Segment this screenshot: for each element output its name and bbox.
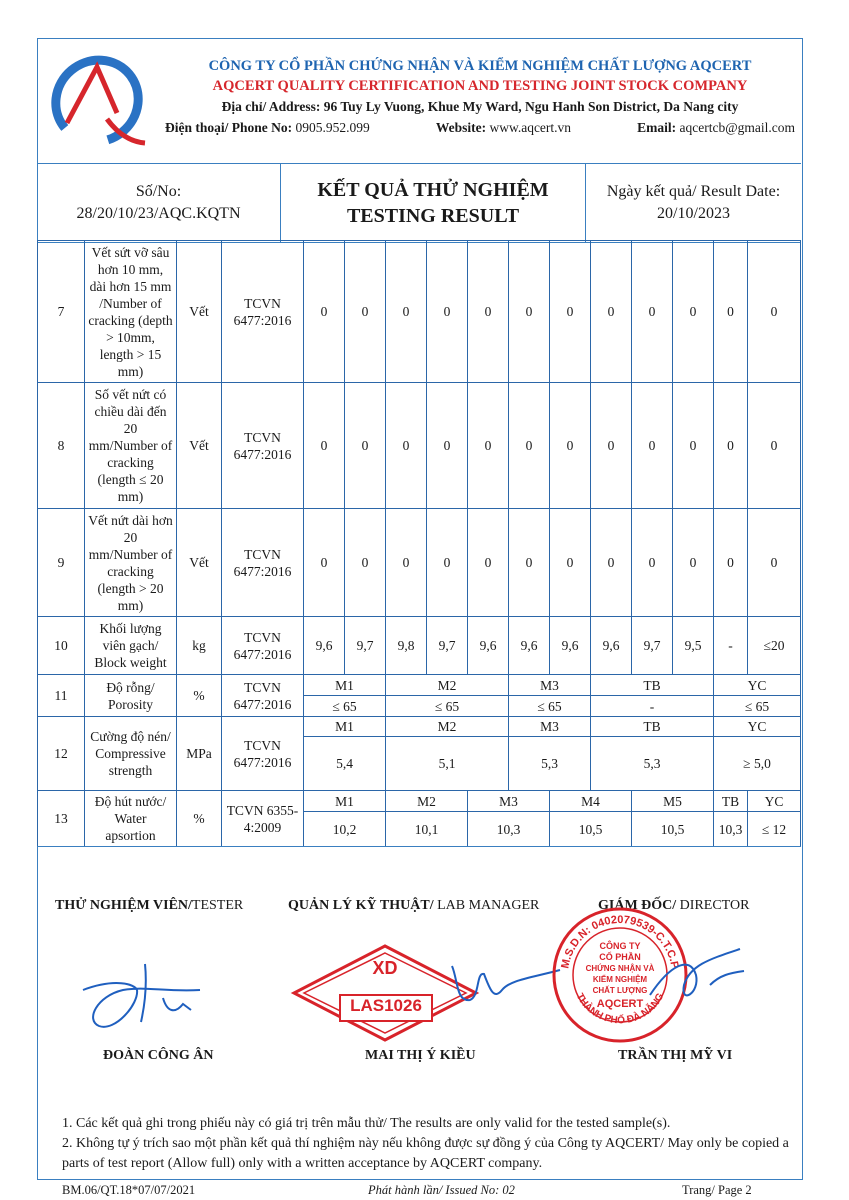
seal-line-6: AQCERT xyxy=(596,998,644,1010)
value-cell: 0 xyxy=(748,383,801,509)
value-cell: 0 xyxy=(304,509,345,617)
method: TCVN 6477:2016 xyxy=(222,509,304,617)
value-cell: 0 xyxy=(509,509,550,617)
report-number xyxy=(37,164,281,242)
value-cell: 5,4 xyxy=(304,737,386,791)
value-cell: 0 xyxy=(714,509,748,617)
report-header xyxy=(37,163,801,243)
value-cell: 0 xyxy=(591,509,632,617)
manager-title-bold: QUẢN LÝ KỸ THUẬT/ xyxy=(288,898,434,913)
results-table xyxy=(37,240,801,847)
seal-line-3: CHỨNG NHẬN VÀ xyxy=(585,964,655,973)
value-cell: 9,7 xyxy=(427,617,468,675)
value-cell: 5,1 xyxy=(386,737,509,791)
value-cell: 9,6 xyxy=(509,617,550,675)
value-cell: ≤ 65 xyxy=(386,696,509,717)
value-cell: 0 xyxy=(550,241,591,383)
report-title-en: TESTING RESULT xyxy=(346,205,520,227)
sample-header: M2 xyxy=(386,791,468,812)
sample-header: M2 xyxy=(386,717,509,737)
sample-header: YC xyxy=(714,675,801,696)
form-code: BM.06/QT.18*07/07/2021 xyxy=(62,1183,196,1197)
director-title-bold: GIÁM ĐỐC/ xyxy=(598,898,677,913)
seal-ring-bottom-text: THÀNH PHỐ ĐÀ NẴNG xyxy=(573,991,667,1027)
value-cell: 0 xyxy=(509,241,550,383)
value-cell: 0 xyxy=(748,241,801,383)
tester-name: ĐOÀN CÔNG ÂN xyxy=(103,1048,214,1063)
website-label: Website: xyxy=(435,120,487,135)
value-cell: 0 xyxy=(550,509,591,617)
value-cell: 5,3 xyxy=(591,737,714,791)
row-number: 9 xyxy=(38,509,85,617)
row-number: 8 xyxy=(38,383,85,509)
value-cell: - xyxy=(591,696,714,717)
tester-title-rest: TESTER xyxy=(191,898,244,913)
value-cell: 0 xyxy=(427,509,468,617)
sample-header: M1 xyxy=(304,791,386,812)
value-cell: 0 xyxy=(386,383,427,509)
value-cell: 9,6 xyxy=(304,617,345,675)
value-cell: 10,5 xyxy=(550,812,632,847)
value-cell: 10,2 xyxy=(304,812,386,847)
director-title-rest: DIRECTOR xyxy=(676,898,750,913)
value-cell: - xyxy=(714,617,748,675)
value-cell: ≤ 65 xyxy=(714,696,801,717)
value-cell: 0 xyxy=(468,241,509,383)
value-cell: 0 xyxy=(632,383,673,509)
value-cell: 9,7 xyxy=(632,617,673,675)
section-divider xyxy=(37,846,801,847)
value-cell: 0 xyxy=(345,241,386,383)
unit: Vết xyxy=(177,509,222,617)
table-row xyxy=(38,617,801,675)
las-stamp-top: XD xyxy=(372,958,398,978)
seal-line-1: CÔNG TY xyxy=(599,941,641,951)
aqcert-logo xyxy=(45,45,155,155)
tester-title-bold: THỬ NGHIỆM VIÊN/ xyxy=(55,898,192,913)
value-cell: 0 xyxy=(632,241,673,383)
value-cell: 9,8 xyxy=(386,617,427,675)
value-cell: 0 xyxy=(673,241,714,383)
method: TCVN 6477:2016 xyxy=(222,717,304,791)
row-number: 12 xyxy=(38,717,85,791)
method: TCVN 6477:2016 xyxy=(222,241,304,383)
value-cell: 9,6 xyxy=(550,617,591,675)
issued-no: Phát hành lần/ Issued No: 02 xyxy=(368,1183,515,1197)
report-title-vn: KẾT QUẢ THỬ NGHIỆM xyxy=(317,179,549,201)
website-value: www.aqcert.vn xyxy=(489,120,572,135)
table-row xyxy=(38,675,801,696)
value-cell: 0 xyxy=(304,241,345,383)
method: TCVN 6355-4:2009 xyxy=(222,791,304,847)
unit: MPa xyxy=(177,717,222,791)
value-cell: 0 xyxy=(550,383,591,509)
result-date xyxy=(586,164,801,242)
criterion-desc: Số vết nứt có chiều dài đến 20 mm/Number of cracking (length ≤ 20 mm) xyxy=(85,383,177,509)
sample-header: M3 xyxy=(468,791,550,812)
value-cell: 9,6 xyxy=(468,617,509,675)
sample-header: M4 xyxy=(550,791,632,812)
value-cell: 0 xyxy=(468,383,509,509)
sample-header: TB xyxy=(591,717,714,737)
unit: Vết xyxy=(177,383,222,509)
tester-signature xyxy=(75,960,215,1040)
report-number-value: 28/20/10/23/AQC.KQTN xyxy=(76,205,241,222)
value-cell: 0 xyxy=(591,241,632,383)
row-number: 10 xyxy=(38,617,85,675)
value-cell: 0 xyxy=(714,241,748,383)
result-date-value: 20/10/2023 xyxy=(657,205,730,222)
value-cell: 5,3 xyxy=(509,737,591,791)
criterion-desc: Vết nứt dài hơn 20 mm/Number of cracking (length > 20 mm) xyxy=(85,509,177,617)
table-row xyxy=(38,791,801,812)
value-cell: 0 xyxy=(632,509,673,617)
result-date-label: Ngày kết quả/ Result Date: xyxy=(606,183,781,200)
page-number: Trang/ Page 2 xyxy=(682,1183,752,1197)
value-cell: ≤ 12 xyxy=(748,812,801,847)
row-number: 7 xyxy=(38,241,85,383)
seal-line-5: CHẤT LƯỢNG xyxy=(592,986,648,995)
sample-header: M3 xyxy=(509,717,591,737)
value-cell: ≥ 5,0 xyxy=(714,737,801,791)
sample-header: TB xyxy=(714,791,748,812)
sample-header: TB xyxy=(591,675,714,696)
note-1: 1. Các kết quả ghi trong phiếu này có giá trị trên mẫu thử/ The results are only valid for the tested sample(s). xyxy=(62,1116,671,1131)
value-cell: 0 xyxy=(748,509,801,617)
value-cell: 0 xyxy=(714,383,748,509)
company-address: Địa chỉ/ Address: 96 Tuy Ly Vuong, Khue My Ward, Ngu Hanh Son District, Da Nang city xyxy=(221,99,739,114)
value-cell: 0 xyxy=(304,383,345,509)
table-row xyxy=(38,383,801,509)
row-number: 13 xyxy=(38,791,85,847)
sample-header: M5 xyxy=(632,791,714,812)
method: TCVN 6477:2016 xyxy=(222,675,304,717)
manager-title-rest: LAB MANAGER xyxy=(433,898,540,913)
value-cell: 0 xyxy=(509,383,550,509)
value-cell: 10,3 xyxy=(714,812,748,847)
table-row xyxy=(38,509,801,617)
tester-title xyxy=(55,898,243,914)
email-value: aqcertcb@gmail.com xyxy=(679,120,795,135)
director-name: TRẦN THỊ MỸ VI xyxy=(618,1048,733,1063)
criterion-desc: Vết sứt vỡ sâu hơn 10 mm, dài hơn 15 mm /Number of cracking (depth > 10mm, length > 15 mm) xyxy=(85,241,177,383)
method: TCVN 6477:2016 xyxy=(222,617,304,675)
company-contact xyxy=(165,120,795,136)
report-title xyxy=(281,164,586,242)
row-number: 11 xyxy=(38,675,85,717)
value-cell: 9,7 xyxy=(345,617,386,675)
unit: kg xyxy=(177,617,222,675)
table-row xyxy=(38,717,801,737)
table-row xyxy=(38,241,801,383)
seal-line-2: CỔ PHẦN xyxy=(599,952,641,962)
value-cell: ≤ 65 xyxy=(509,696,591,717)
value-cell: 0 xyxy=(427,241,468,383)
criterion-desc: Khối lượng viên gạch/ Block weight xyxy=(85,617,177,675)
unit: % xyxy=(177,675,222,717)
value-cell: ≤20 xyxy=(748,617,801,675)
unit: % xyxy=(177,791,222,847)
value-cell: 10,5 xyxy=(632,812,714,847)
sample-header: M2 xyxy=(386,675,509,696)
value-cell: 0 xyxy=(386,241,427,383)
las-stamp-bottom: LAS1026 xyxy=(350,996,422,1015)
criterion-desc: Cường độ nén/ Compressive strength xyxy=(85,717,177,791)
value-cell: 9,5 xyxy=(673,617,714,675)
company-name-en: AQCERT QUALITY CERTIFICATION AND TESTING JOINT STOCK COMPANY xyxy=(212,78,748,94)
value-cell: ≤ 65 xyxy=(304,696,386,717)
manager-name: MAI THỊ Ý KIỀU xyxy=(365,1048,476,1063)
report-number-label: Số/No: xyxy=(135,183,182,200)
value-cell: 0 xyxy=(386,509,427,617)
unit: Vết xyxy=(177,241,222,383)
phone-label: Điện thoại/ Phone No: xyxy=(165,120,293,135)
sample-header: M1 xyxy=(304,675,386,696)
manager-title xyxy=(288,898,539,914)
director-signature xyxy=(640,945,750,1015)
value-cell: 0 xyxy=(673,383,714,509)
value-cell: 0 xyxy=(591,383,632,509)
value-cell: 0 xyxy=(673,509,714,617)
seal-ring-text: M.S.D.N: 0402079539-C.T.C.P xyxy=(559,913,681,970)
method: TCVN 6477:2016 xyxy=(222,383,304,509)
sample-header: M3 xyxy=(509,675,591,696)
value-cell: 0 xyxy=(468,509,509,617)
value-cell: 0 xyxy=(345,509,386,617)
notes xyxy=(62,1114,797,1174)
email-label: Email: xyxy=(637,120,677,135)
phone-value: 0905.952.099 xyxy=(295,120,370,135)
value-cell: 9,6 xyxy=(591,617,632,675)
value-cell: 10,3 xyxy=(468,812,550,847)
criterion-desc: Độ rỗng/ Porosity xyxy=(85,675,177,717)
sample-header: YC xyxy=(748,791,801,812)
note-2: 2. Không tự ý trích sao một phần kết quả thí nghiệm này nếu không được sự đồng ý của Công ty AQCERT/ May only be copied a parts of test report (Allow full) only with a written acceptance by AQCERT company. xyxy=(62,1136,789,1171)
sample-header: M1 xyxy=(304,717,386,737)
seal-line-4: KIỂM NGHIỆM xyxy=(592,975,648,984)
criterion-desc: Độ hút nước/ Water apsortion xyxy=(85,791,177,847)
value-cell: 10,1 xyxy=(386,812,468,847)
value-cell: 0 xyxy=(345,383,386,509)
company-name-vn: CÔNG TY CỔ PHẦN CHỨNG NHẬN VÀ KIỂM NGHIỆM CHẤT LƯỢNG AQCERT xyxy=(208,58,752,74)
sample-header: YC xyxy=(714,717,801,737)
value-cell: 0 xyxy=(427,383,468,509)
